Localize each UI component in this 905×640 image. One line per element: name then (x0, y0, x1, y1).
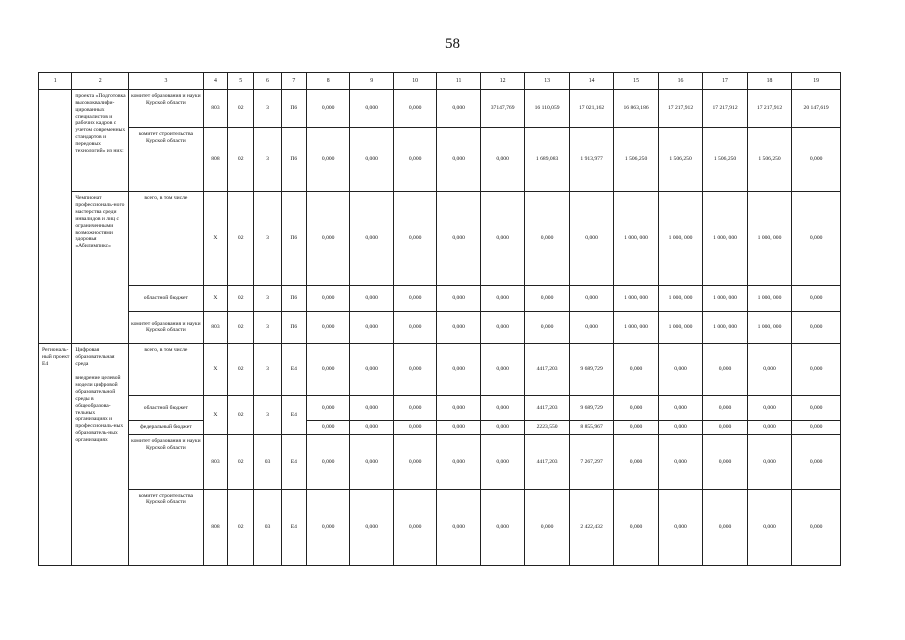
code-cell: 03 (254, 435, 281, 489)
value-cell: 17 021,162 (569, 90, 613, 128)
code-cell: Е4 (281, 396, 306, 435)
value-cell: 0,000 (393, 421, 436, 435)
source-cell: федеральный бюджет (128, 421, 203, 435)
value-cell: 0,000 (306, 128, 349, 192)
value-cell: 1 506,250 (703, 128, 747, 192)
value-cell: 2223,550 (525, 421, 569, 435)
value-cell: 0,000 (306, 90, 349, 128)
value-cell: 0,000 (393, 435, 436, 489)
table-row (39, 421, 841, 435)
table-row (39, 311, 841, 343)
value-cell: 0,000 (658, 344, 702, 396)
value-cell: 0,000 (306, 421, 349, 435)
column-header: 17 (703, 73, 747, 90)
source-cell: комитет строительства Курской области (128, 489, 203, 565)
source-cell: всего, в том числе (128, 192, 203, 285)
value-cell: 0,000 (350, 489, 393, 565)
value-cell: 0,000 (480, 421, 524, 435)
value-cell: 1 913,977 (569, 128, 613, 192)
source-cell: комитет образования и науки Курской области (128, 311, 203, 343)
table-row (39, 285, 841, 311)
value-cell: 0,000 (525, 489, 569, 565)
value-cell: 0,000 (437, 128, 480, 192)
code-cell: 02 (228, 90, 254, 128)
value-cell: 0,000 (437, 344, 480, 396)
source-cell: областной бюджет (128, 396, 203, 421)
value-cell: 0,000 (614, 421, 658, 435)
value-cell: 0,000 (614, 489, 658, 565)
value-cell: 0,000 (350, 396, 393, 421)
value-cell: 1 000, 000 (614, 311, 658, 343)
event-name: Цифровая образовательная среда (75, 347, 115, 367)
value-cell: 0,000 (658, 396, 702, 421)
code-cell: 02 (228, 435, 254, 489)
value-cell: 9 689,729 (569, 396, 613, 421)
code-cell: 02 (228, 344, 254, 396)
value-cell: 0,000 (792, 344, 841, 396)
code-cell: П6 (281, 285, 306, 311)
event-name-cell: Чемпионат профессиональ-ного мастерства среди инвалидов и лиц с ограниченными возможностями здоровья «Абилимпикс» (72, 192, 129, 344)
value-cell: 1 000, 000 (658, 192, 702, 285)
value-cell: 0,000 (393, 192, 436, 285)
project-cell-empty (39, 90, 72, 344)
value-cell: 0,000 (306, 344, 349, 396)
value-cell: 0,000 (393, 344, 436, 396)
code-cell: 3 (254, 90, 281, 128)
value-cell: 0,000 (350, 192, 393, 285)
value-cell: 0,000 (747, 489, 791, 565)
code-cell: П6 (281, 90, 306, 128)
value-cell: 17 217,912 (658, 90, 702, 128)
value-cell: 0,000 (792, 396, 841, 421)
column-header: 16 (658, 73, 702, 90)
value-cell: 0,000 (306, 396, 349, 421)
value-cell: 0,000 (393, 311, 436, 343)
value-cell: 0,000 (703, 435, 747, 489)
value-cell: 20 147,619 (792, 90, 841, 128)
code-cell: 02 (228, 192, 254, 285)
value-cell: 0,000 (569, 311, 613, 343)
value-cell: 1 000, 000 (703, 285, 747, 311)
value-cell: 0,000 (614, 435, 658, 489)
value-cell: 0,000 (350, 128, 393, 192)
column-header: 3 (128, 73, 203, 90)
value-cell: 0,000 (393, 128, 436, 192)
value-cell: 16 110,059 (525, 90, 569, 128)
value-cell: 1 000, 000 (703, 192, 747, 285)
value-cell: 0,000 (525, 285, 569, 311)
value-cell: 0,000 (437, 421, 480, 435)
value-cell: 0,000 (480, 489, 524, 565)
value-cell: 0,000 (306, 311, 349, 343)
value-cell: 0,000 (747, 435, 791, 489)
value-cell: 0,000 (437, 396, 480, 421)
value-cell: 1 000, 000 (614, 192, 658, 285)
code-cell: Е4 (281, 435, 306, 489)
event-name-cell (72, 344, 129, 566)
column-header: 14 (569, 73, 613, 90)
code-cell: Х (203, 192, 227, 285)
code-cell: Е4 (281, 344, 306, 396)
code-cell: 3 (254, 344, 281, 396)
page-number: 58 (445, 36, 460, 52)
code-cell: П6 (281, 192, 306, 285)
value-cell: 16 863,186 (614, 90, 658, 128)
column-header: 7 (281, 73, 306, 90)
value-cell: 1 000, 000 (747, 311, 791, 343)
source-cell: областной бюджет (128, 285, 203, 311)
column-header: 11 (437, 73, 480, 90)
value-cell: 0,000 (747, 396, 791, 421)
value-cell: 17 217,912 (703, 90, 747, 128)
value-cell: 0,000 (792, 435, 841, 489)
code-cell: 808 (203, 128, 227, 192)
value-cell: 1 000, 000 (703, 311, 747, 343)
value-cell: 0,000 (525, 311, 569, 343)
column-header: 15 (614, 73, 658, 90)
value-cell: 9 689,729 (569, 344, 613, 396)
value-cell: 0,000 (747, 344, 791, 396)
value-cell: 4417,203 (525, 344, 569, 396)
value-cell: 0,000 (792, 285, 841, 311)
value-cell: 0,000 (350, 90, 393, 128)
value-cell: 0,000 (480, 435, 524, 489)
value-cell: 0,000 (393, 489, 436, 565)
value-cell: 0,000 (480, 285, 524, 311)
value-cell: 0,000 (437, 435, 480, 489)
value-cell: 0,000 (393, 396, 436, 421)
table-row (39, 396, 841, 421)
value-cell: 0,000 (658, 489, 702, 565)
value-cell: 0,000 (350, 421, 393, 435)
table-row (39, 344, 841, 396)
code-cell: 03 (254, 489, 281, 565)
source-cell: комитет строительства Курской области (128, 128, 203, 192)
value-cell: 0,000 (437, 192, 480, 285)
code-cell: 02 (228, 396, 254, 435)
code-cell: 3 (254, 285, 281, 311)
value-cell: 0,000 (437, 489, 480, 565)
column-header: 8 (306, 73, 349, 90)
column-header: 2 (72, 73, 129, 90)
value-cell: 0,000 (350, 344, 393, 396)
value-cell: 0,000 (703, 421, 747, 435)
project-name-cell: Региональ-ный проект Е4 (39, 344, 72, 566)
value-cell: 0,000 (792, 192, 841, 285)
code-cell: 803 (203, 311, 227, 343)
value-cell: 7 267,297 (569, 435, 613, 489)
value-cell: 1 000, 000 (614, 285, 658, 311)
header-row (39, 73, 841, 90)
value-cell: 0,000 (350, 435, 393, 489)
value-cell: 4417,203 (525, 396, 569, 421)
value-cell: 2 422,432 (569, 489, 613, 565)
value-cell: 4417,203 (525, 435, 569, 489)
table-row (39, 128, 841, 192)
value-cell: 1 506,250 (747, 128, 791, 192)
code-cell: 803 (203, 435, 227, 489)
value-cell: 0,000 (306, 489, 349, 565)
code-cell: 02 (228, 489, 254, 565)
code-cell: Х (203, 344, 227, 396)
code-cell: 803 (203, 90, 227, 128)
value-cell: 1 000, 000 (658, 285, 702, 311)
code-cell: 3 (254, 192, 281, 285)
column-header: 13 (525, 73, 569, 90)
value-cell: 0,000 (306, 285, 349, 311)
code-cell: Х (203, 285, 227, 311)
value-cell: 0,000 (480, 396, 524, 421)
value-cell: 0,000 (306, 435, 349, 489)
value-cell: 0,000 (525, 192, 569, 285)
column-header: 6 (254, 73, 281, 90)
value-cell: 0,000 (393, 285, 436, 311)
table-row (39, 192, 841, 285)
value-cell: 0,000 (480, 311, 524, 343)
column-header: 1 (39, 73, 72, 90)
column-header: 18 (747, 73, 791, 90)
value-cell: 1 000, 000 (747, 285, 791, 311)
value-cell: 17 217,912 (747, 90, 791, 128)
value-cell: 0,000 (437, 285, 480, 311)
value-cell: 0,000 (792, 421, 841, 435)
code-cell: Е4 (281, 489, 306, 565)
value-cell: 0,000 (306, 192, 349, 285)
value-cell: 0,000 (350, 285, 393, 311)
table-row (39, 435, 841, 489)
value-cell: 1 000, 000 (747, 192, 791, 285)
value-cell: 0,000 (569, 285, 613, 311)
value-cell: 0,000 (792, 128, 841, 192)
column-header: 10 (393, 73, 436, 90)
value-cell: 0,000 (480, 128, 524, 192)
code-cell: 3 (254, 311, 281, 343)
value-cell: 0,000 (747, 421, 791, 435)
value-cell: 0,000 (350, 311, 393, 343)
value-cell: 0,000 (703, 344, 747, 396)
value-cell: 0,000 (614, 396, 658, 421)
value-cell: 0,000 (480, 192, 524, 285)
value-cell: 1 506,250 (614, 128, 658, 192)
code-cell: 02 (228, 285, 254, 311)
source-cell: комитет образования и науки Курской области (128, 90, 203, 128)
value-cell: 0,000 (703, 396, 747, 421)
value-cell: 1 000, 000 (658, 311, 702, 343)
value-cell: 0,000 (393, 90, 436, 128)
column-header: 9 (350, 73, 393, 90)
value-cell: 0,000 (658, 435, 702, 489)
value-cell: 0,000 (792, 311, 841, 343)
value-cell: 0,000 (437, 311, 480, 343)
value-cell: 0,000 (437, 90, 480, 128)
value-cell: 0,000 (703, 489, 747, 565)
source-cell: всего, в том числе (128, 344, 203, 396)
code-cell: Х (203, 396, 227, 435)
value-cell: 1 689,083 (525, 128, 569, 192)
value-cell: 0,000 (614, 344, 658, 396)
value-cell: 1 506,250 (658, 128, 702, 192)
event-name-detail: внедрение целевой модели цифровой образовательной среды в общеобразова-тельных организациях и профессиональ-ных образователь-ных организациях (75, 375, 124, 443)
code-cell: 808 (203, 489, 227, 565)
column-header: 19 (792, 73, 841, 90)
value-cell: 0,000 (480, 344, 524, 396)
code-cell: 02 (228, 311, 254, 343)
table-row (39, 90, 841, 128)
value-cell: 8 855,967 (569, 421, 613, 435)
value-cell: 0,000 (658, 421, 702, 435)
source-cell: комитет образования и науки Курской области (128, 435, 203, 489)
value-cell: 0,000 (792, 489, 841, 565)
budget-table (38, 72, 841, 566)
code-cell: П6 (281, 128, 306, 192)
event-name-cell: проекта «Подготовка высококвалифи-цированных специалистов и рабочих кадров с учетом современных стандартов и передовых технологий» из них: (72, 90, 129, 192)
value-cell: 0,000 (569, 192, 613, 285)
code-cell: П6 (281, 311, 306, 343)
table-row (39, 489, 841, 565)
value-cell: 37147,769 (480, 90, 524, 128)
column-header: 4 (203, 73, 227, 90)
code-cell: 3 (254, 128, 281, 192)
code-cell: 02 (228, 128, 254, 192)
column-header: 12 (480, 73, 524, 90)
column-header: 5 (228, 73, 254, 90)
code-cell: 3 (254, 396, 281, 435)
